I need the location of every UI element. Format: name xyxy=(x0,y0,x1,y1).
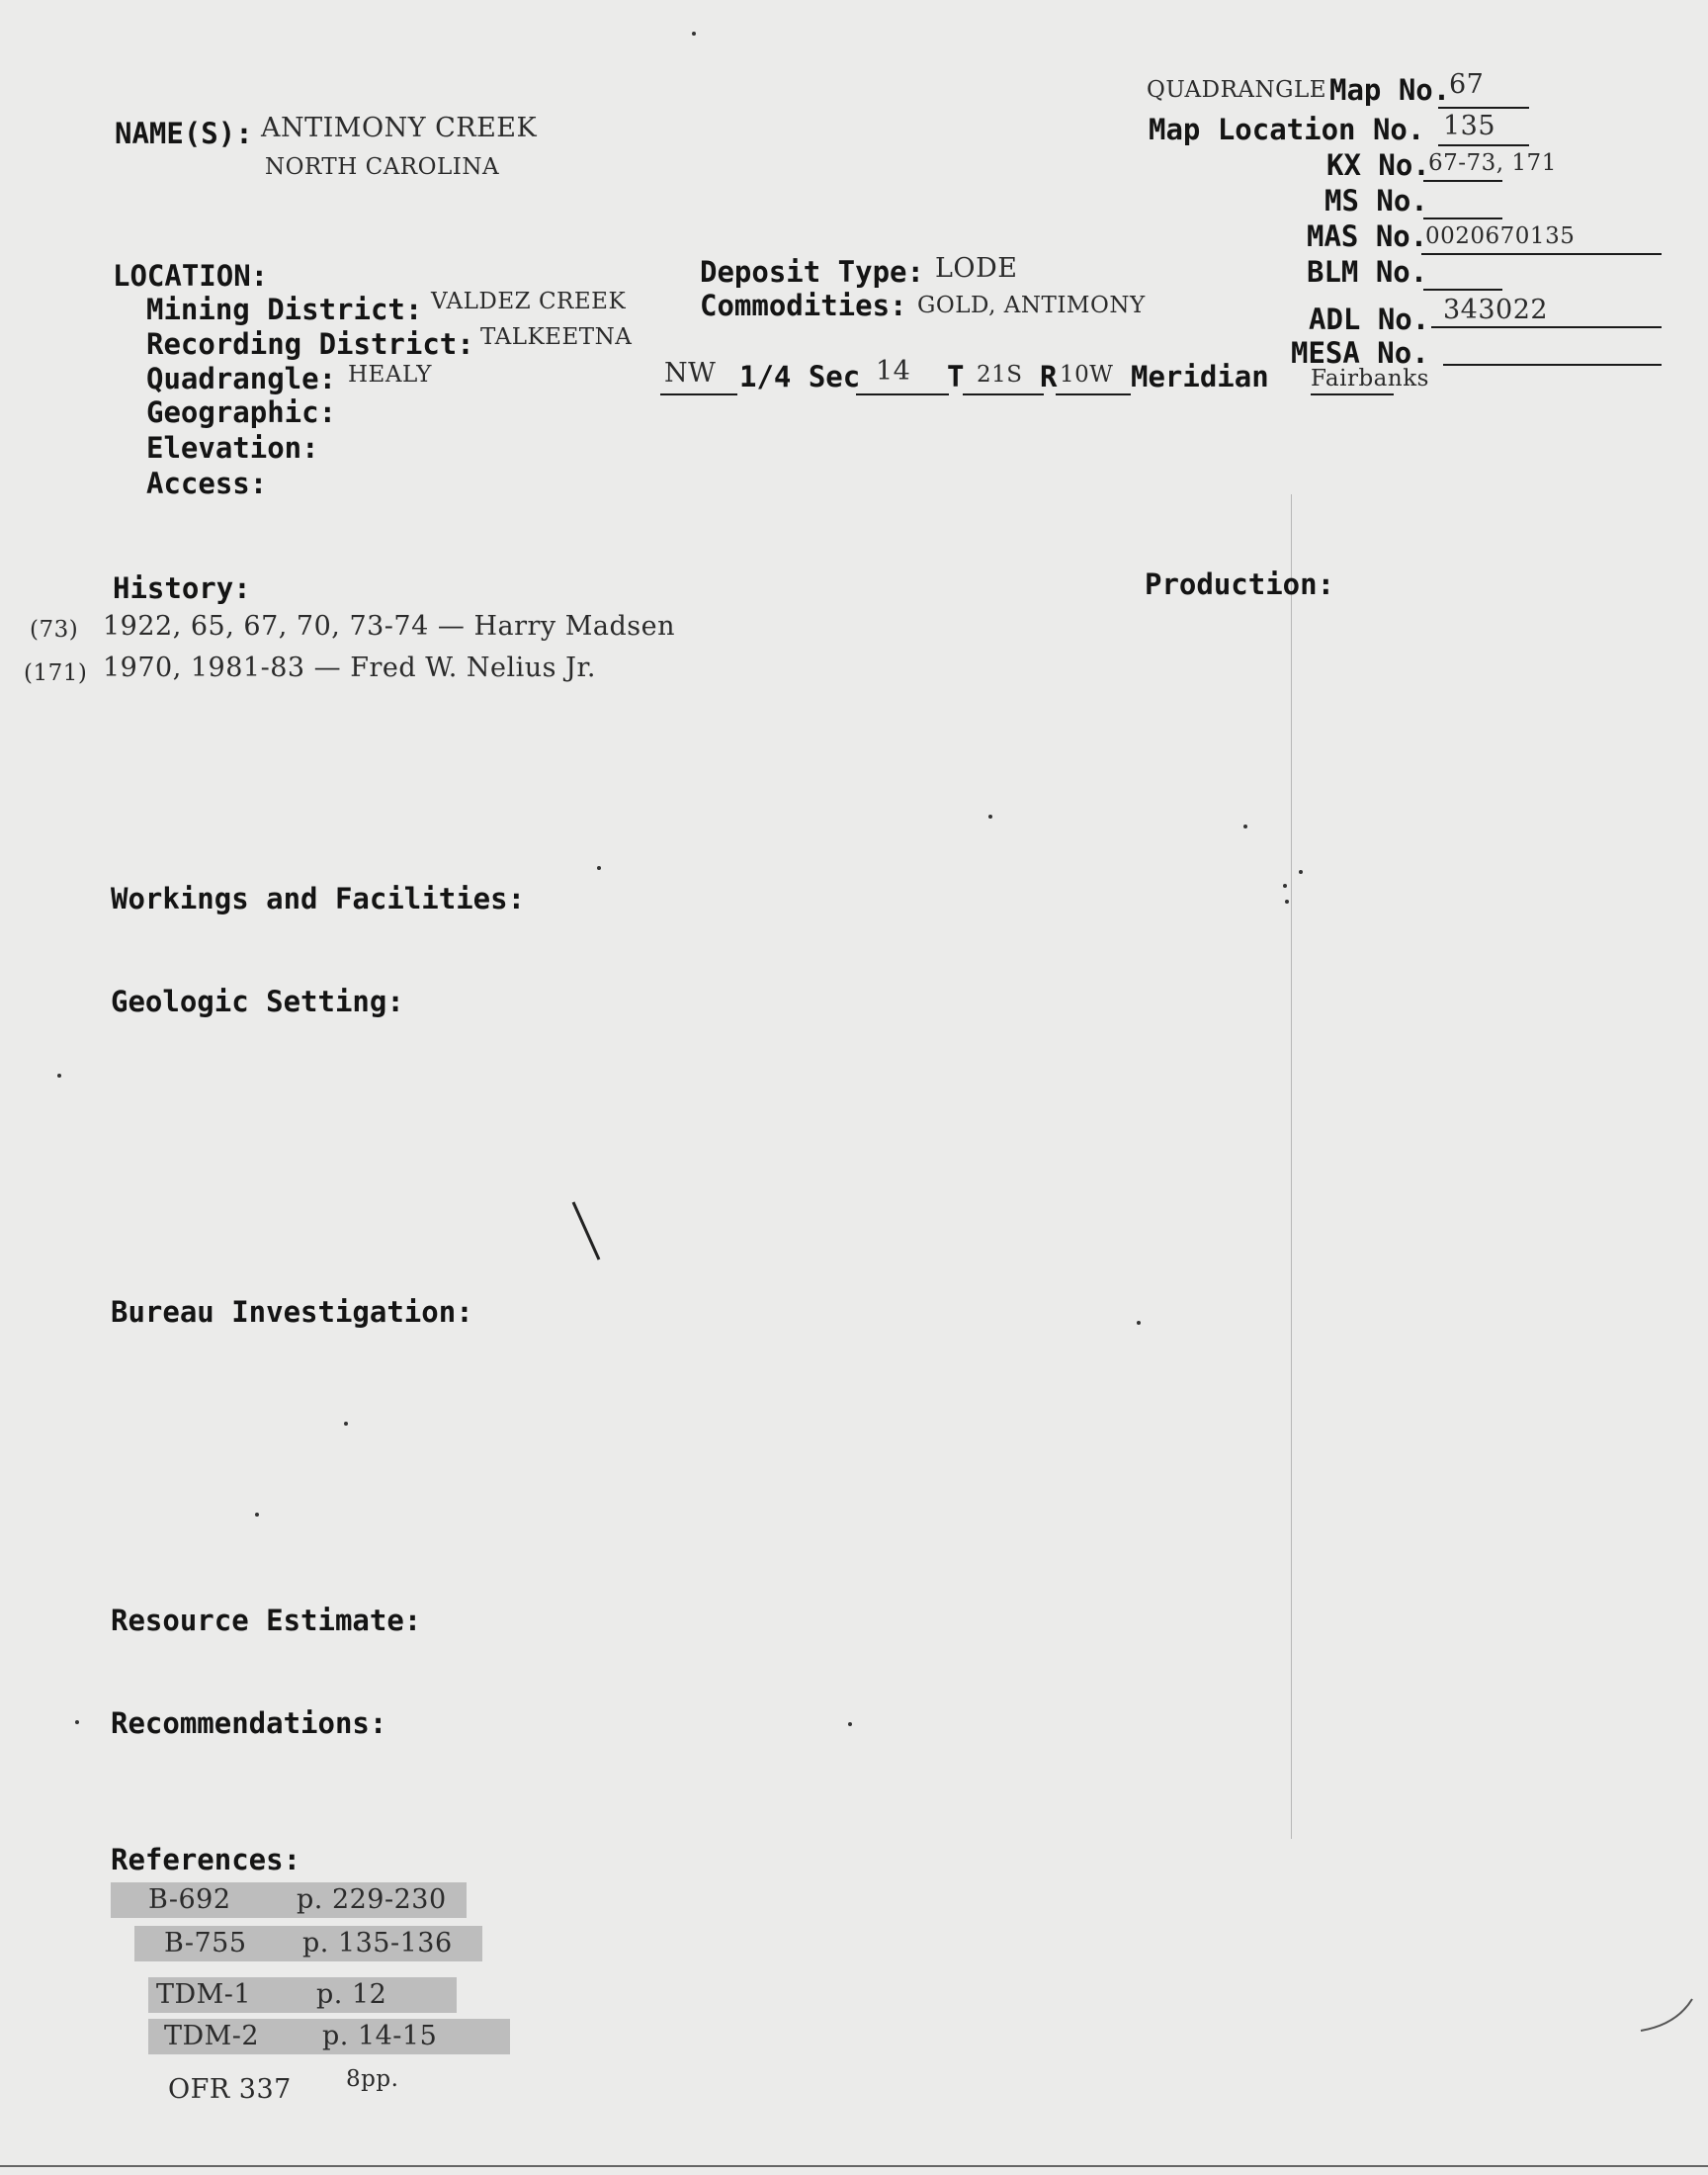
scan-speck xyxy=(1283,884,1287,888)
names-value-2: NORTH CAROLINA xyxy=(265,154,500,180)
reference-code: OFR 337 xyxy=(168,2074,292,2105)
range-label: R xyxy=(1040,360,1058,393)
quarter-sec-label: 1/4 Sec xyxy=(739,360,861,393)
reference-pages: p. 12 xyxy=(316,1979,387,2010)
sec-value: 14 xyxy=(876,356,911,387)
history-line1-tag: (73) xyxy=(30,617,79,643)
page-bottom-edge xyxy=(0,2165,1708,2167)
reference-code: TDM-1 xyxy=(156,1979,252,2010)
access-label: Access: xyxy=(146,467,268,500)
elevation-label: Elevation: xyxy=(146,431,319,465)
history-line2-text: 1970, 1981-83 — Fred W. Nelius Jr. xyxy=(103,652,596,683)
names-label: NAME(S): xyxy=(115,117,253,150)
ms-label: MS No. xyxy=(1324,184,1428,218)
sec-underline xyxy=(856,393,949,395)
quadrangle-label: Quadrangle: xyxy=(146,362,337,395)
kx-value: 67-73, 171 xyxy=(1428,150,1557,176)
recommendations-heading: Recommendations: xyxy=(111,1706,387,1740)
township-value: 21S xyxy=(977,362,1023,388)
workings-heading: Workings and Facilities: xyxy=(111,882,526,915)
meridian-underline xyxy=(1311,393,1394,395)
scan-speck xyxy=(57,1074,61,1078)
meridian-label: Meridian xyxy=(1131,360,1269,393)
reference-code: B-755 xyxy=(164,1928,247,1958)
adl-underline xyxy=(1431,326,1662,328)
township-underline xyxy=(963,393,1044,395)
references-heading: References: xyxy=(111,1843,301,1876)
scan-speck xyxy=(848,1722,852,1726)
scan-speck xyxy=(988,815,992,819)
meridian-value: Fairbanks xyxy=(1311,366,1429,392)
deposit-type-value: LODE xyxy=(935,253,1018,284)
history-heading: History: xyxy=(113,571,251,605)
quarter-value: NW xyxy=(664,358,717,389)
reference-pages: p. 135-136 xyxy=(302,1928,453,1958)
mas-value: 0020670135 xyxy=(1425,223,1576,249)
blm-label: BLM No. xyxy=(1307,255,1428,289)
reference-code: B-692 xyxy=(148,1884,231,1915)
scan-speck xyxy=(1137,1321,1141,1325)
production-heading: Production: xyxy=(1145,567,1335,601)
blm-underline xyxy=(1423,289,1502,291)
quad-map-label-handwritten: QUADRANGLE xyxy=(1147,77,1327,103)
township-label: T xyxy=(947,360,965,393)
commodities-value: GOLD, ANTIMONY xyxy=(917,293,1146,318)
quad-map-underline xyxy=(1438,107,1529,109)
deposit-type-label: Deposit Type: xyxy=(700,255,924,289)
scan-speck xyxy=(1243,825,1247,828)
range-underline xyxy=(1056,393,1131,395)
map-location-underline xyxy=(1438,144,1529,146)
mas-label: MAS No. xyxy=(1307,219,1428,253)
reference-pages: p. 14-15 xyxy=(322,2021,438,2051)
history-line2-tag: (171) xyxy=(24,660,88,686)
reference-pages: 8pp. xyxy=(346,2066,399,2092)
quarter-underline xyxy=(660,393,737,395)
commodities-label: Commodities: xyxy=(700,289,907,322)
names-value-1: ANTIMONY CREEK xyxy=(261,113,538,143)
mesa-underline xyxy=(1443,364,1662,366)
history-line1-text: 1922, 65, 67, 70, 73-74 — Harry Madsen xyxy=(103,611,675,642)
quadrangle-value: HEALY xyxy=(348,362,432,388)
pen-stroke-mark xyxy=(569,1196,609,1265)
mesa-label: MESA No. xyxy=(1291,336,1429,370)
range-value: 10W xyxy=(1060,362,1114,388)
kx-label: KX No. xyxy=(1326,148,1430,182)
adl-value: 343022 xyxy=(1443,295,1549,325)
adl-label: ADL No. xyxy=(1309,303,1430,336)
resource-heading: Resource Estimate: xyxy=(111,1604,422,1637)
map-location-value: 135 xyxy=(1443,111,1496,141)
scan-speck xyxy=(1299,870,1303,874)
recording-district-label: Recording District: xyxy=(146,327,474,361)
map-location-label: Map Location No. xyxy=(1149,113,1425,146)
scan-speck xyxy=(692,32,696,36)
scan-speck xyxy=(597,866,601,870)
scan-speck xyxy=(1285,900,1289,904)
mas-underline xyxy=(1421,253,1662,255)
mining-district-label: Mining District: xyxy=(146,293,423,326)
reference-pages: p. 229-230 xyxy=(297,1884,447,1915)
reference-code: TDM-2 xyxy=(164,2021,260,2051)
quad-map-value: 67 xyxy=(1449,69,1485,100)
corner-curl-mark xyxy=(1637,1995,1696,2035)
quad-map-label: Map No. xyxy=(1329,73,1451,107)
location-heading: LOCATION: xyxy=(113,259,269,293)
mining-district-value: VALDEZ CREEK xyxy=(431,289,627,314)
bureau-heading: Bureau Investigation: xyxy=(111,1295,473,1329)
column-divider xyxy=(1291,494,1292,1839)
scan-speck xyxy=(75,1720,79,1724)
scan-speck xyxy=(255,1513,259,1517)
kx-underline xyxy=(1423,180,1502,182)
scan-speck xyxy=(344,1422,348,1426)
recording-district-value: TALKEETNA xyxy=(480,324,633,350)
geologic-heading: Geologic Setting: xyxy=(111,985,404,1018)
geographic-label: Geographic: xyxy=(146,395,337,429)
ms-underline xyxy=(1423,218,1502,219)
